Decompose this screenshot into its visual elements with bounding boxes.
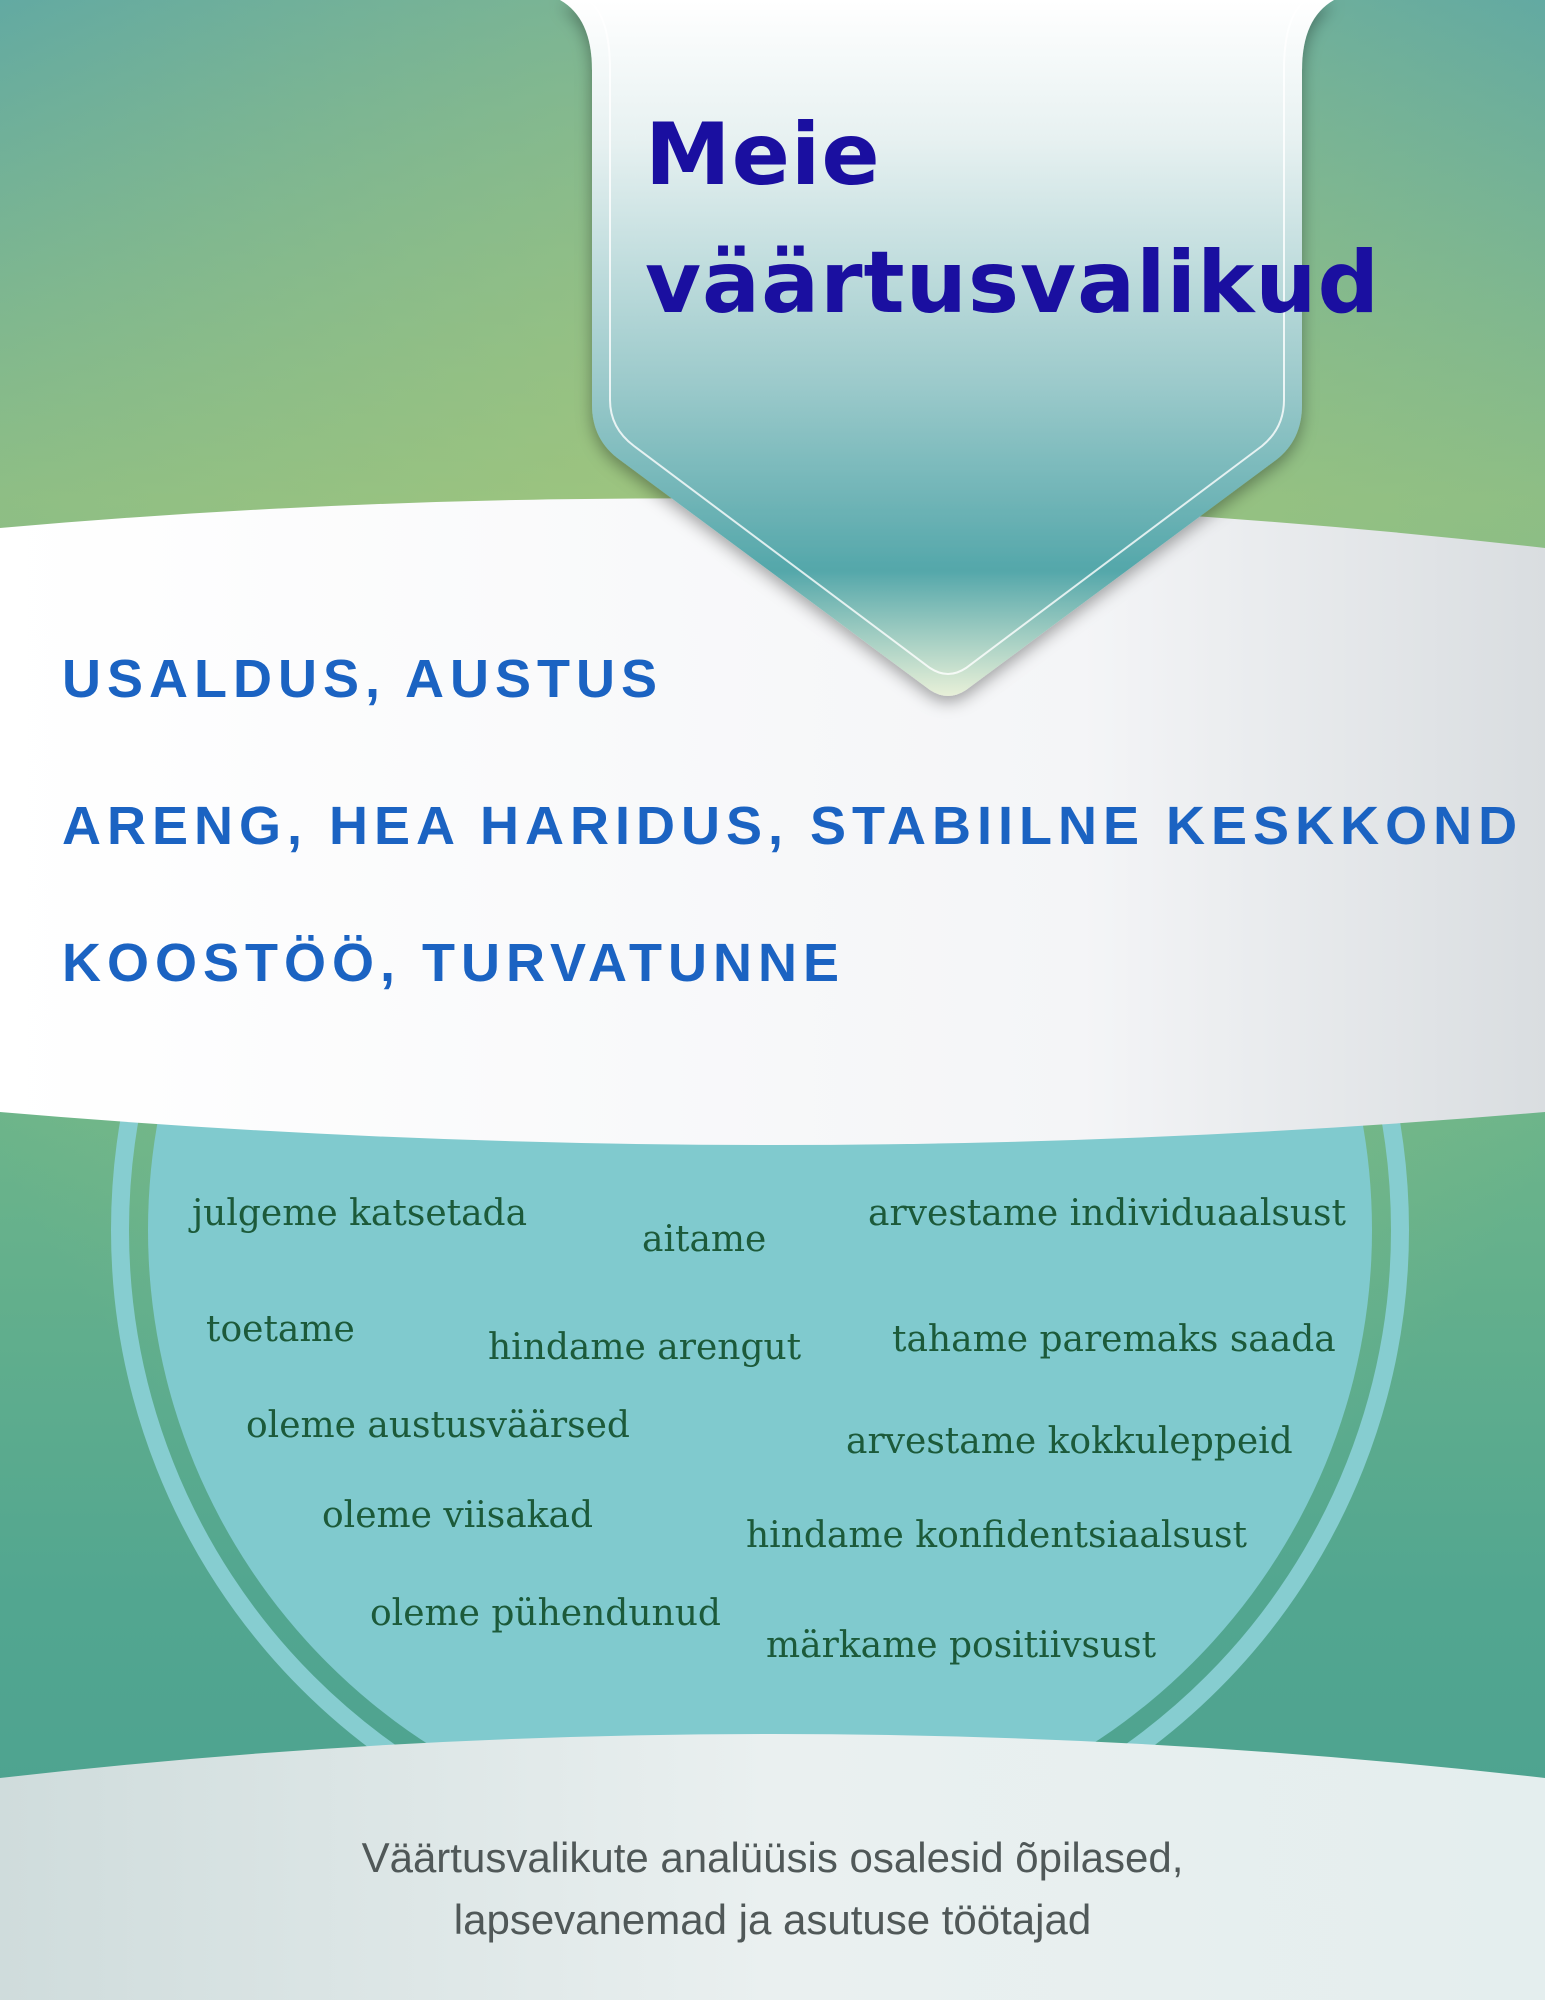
core-value-2: ARENG, HEA HARIDUS, STABIILNE KESKKOND xyxy=(62,796,1524,856)
phrase-aitame: aitame xyxy=(642,1219,767,1260)
phrase-arvestame-kokkuleppeid: arvestame kokkuleppeid xyxy=(846,1421,1293,1462)
phrase-markame-positiivsust: märkame positiivsust xyxy=(766,1625,1157,1666)
phrase-hindame-arengut: hindame arengut xyxy=(488,1327,802,1368)
page-title-line2: väärtusvalikud xyxy=(645,233,1381,333)
phrase-tahame-paremaks-saada: tahame paremaks saada xyxy=(892,1319,1336,1360)
phrase-hindame-konfidentsiaalsust: hindame konfidentsiaalsust xyxy=(746,1515,1247,1556)
phrase-oleme-puhendunud: oleme pühendunud xyxy=(370,1593,721,1634)
phrase-oleme-viisakad: oleme viisakad xyxy=(322,1495,594,1536)
page-title-line1: Meie xyxy=(645,105,881,205)
phrase-arvestame-individuaalsust: arvestame individuaalsust xyxy=(868,1193,1346,1234)
phrase-oleme-austusvaarsed: oleme austusväärsed xyxy=(246,1405,630,1446)
phrase-toetame: toetame xyxy=(206,1309,355,1350)
phrase-julgeme-katsetada: julgeme katsetada xyxy=(192,1193,528,1234)
footer-text-line1: Väärtusvalikute analüüsis osalesid õpilased, xyxy=(361,1834,1184,1881)
core-value-1: USALDUS, AUSTUS xyxy=(62,649,664,709)
footer-text-line2: lapsevanemad ja asutuse töötajad xyxy=(453,1896,1092,1943)
core-value-3: KOOSTÖÖ, TURVATUNNE xyxy=(62,933,846,993)
